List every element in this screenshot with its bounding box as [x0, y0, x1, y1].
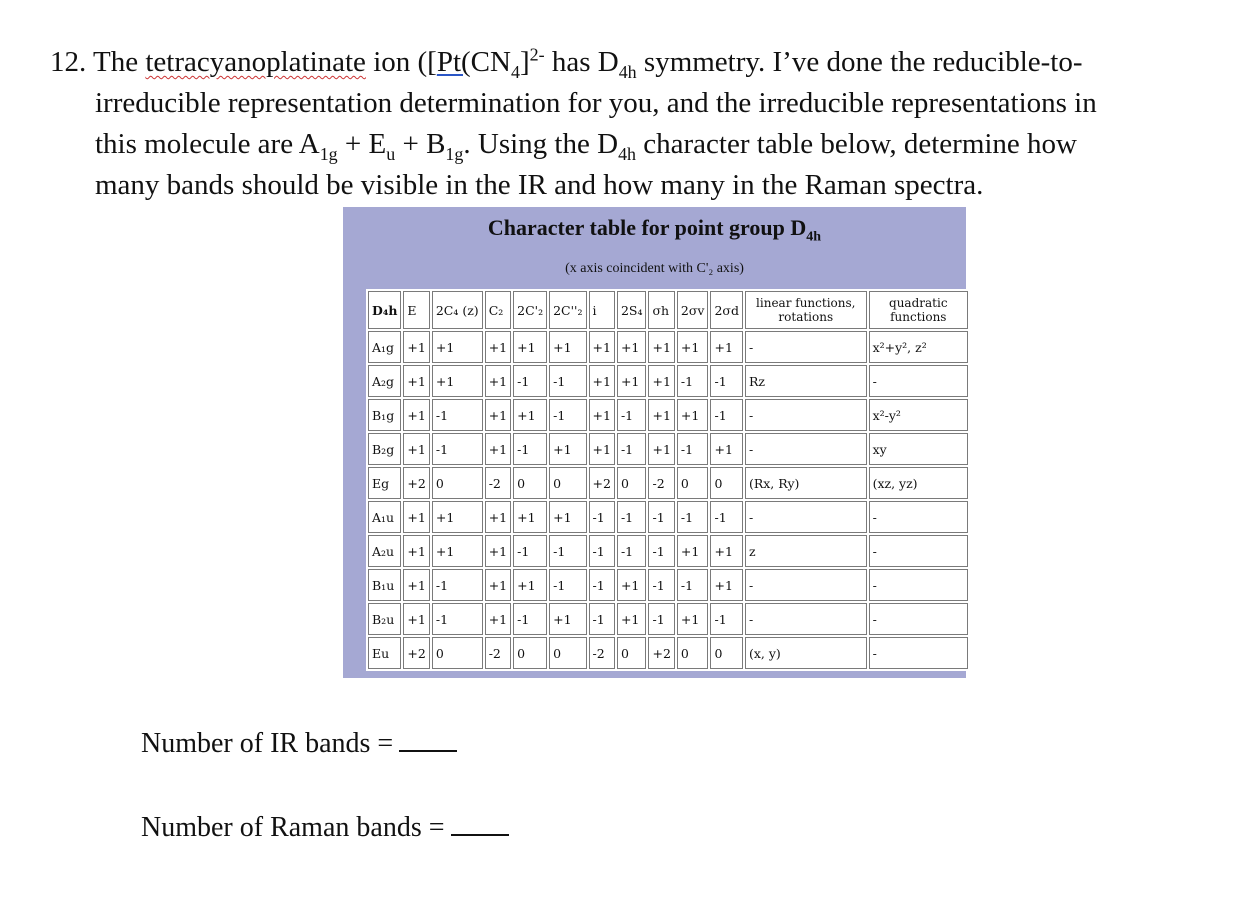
linear-function-cell: -	[745, 399, 867, 431]
header-cell: E	[403, 291, 429, 329]
character-cell: -1	[617, 399, 647, 431]
question-line-4: many bands should be visible in the IR and how many in the Raman spectra.	[95, 169, 984, 201]
irrep-cell: A₁u	[368, 501, 401, 533]
header-cell: 2σd	[710, 291, 743, 329]
character-cell: -1	[432, 433, 483, 465]
linear-function-cell: Rz	[745, 365, 867, 397]
table-row	[368, 331, 968, 363]
quadratic-function-cell: -	[869, 501, 968, 533]
character-cell: -1	[677, 569, 709, 601]
character-cell: +1	[617, 569, 647, 601]
table-row	[368, 637, 968, 669]
character-cell: -1	[589, 569, 615, 601]
character-cell: -1	[710, 501, 743, 533]
header-cell: 2C'₂	[513, 291, 547, 329]
axis-note: (x axis coincident with C'₂ axis)	[565, 261, 744, 276]
character-cell: +2	[403, 467, 429, 499]
character-cell: +1	[648, 365, 674, 397]
subscript: u	[386, 143, 396, 164]
character-cell: 0	[432, 637, 483, 669]
table-row	[368, 433, 968, 465]
text-segment: character table below, determine how	[636, 128, 1077, 160]
character-cell: +1	[485, 569, 511, 601]
table-row	[368, 569, 968, 601]
character-cell: +1	[513, 501, 547, 533]
raman-answer-blank[interactable]	[451, 834, 509, 836]
character-cell: +1	[710, 433, 743, 465]
irrep-cell: Eg	[368, 467, 401, 499]
character-cell: +2	[403, 637, 429, 669]
character-cell: 0	[617, 637, 647, 669]
title-text: Character table for point group D	[487, 215, 807, 240]
subscript: 4	[510, 61, 520, 82]
character-cell: +1	[403, 569, 429, 601]
character-cell: +1	[617, 603, 647, 635]
character-table-title	[343, 215, 966, 245]
character-cell: -1	[513, 365, 547, 397]
linear-function-cell: -	[745, 433, 867, 465]
character-cell: -1	[648, 535, 674, 567]
character-cell: -1	[710, 365, 743, 397]
character-cell: +1	[710, 331, 743, 363]
subscript: 1g	[319, 143, 338, 164]
character-cell: +1	[485, 365, 511, 397]
character-cell: +1	[549, 331, 586, 363]
character-table-image	[343, 207, 966, 678]
character-cell: +1	[589, 365, 615, 397]
irrep-cell: A₂u	[368, 535, 401, 567]
character-cell: 0	[617, 467, 647, 499]
underlined-formula-part: Pt(	[436, 46, 471, 78]
header-cell: 2S₄	[617, 291, 647, 329]
ir-answer-blank[interactable]	[399, 750, 457, 752]
header-cell: 2σv	[677, 291, 709, 329]
question-line-2: irreducible representation determination for you, and the irreducible representations in	[95, 87, 1097, 119]
linear-function-cell: -	[745, 501, 867, 533]
header-cell: 2C₄ (z)	[432, 291, 483, 329]
character-cell: +1	[549, 603, 586, 635]
text-segment: + E	[337, 128, 387, 160]
question-text	[50, 42, 1210, 206]
header-cell: 2C''₂	[549, 291, 586, 329]
character-cell: -1	[677, 501, 709, 533]
character-cell: -1	[513, 603, 547, 635]
character-cell: -1	[513, 535, 547, 567]
linear-function-cell: -	[745, 331, 867, 363]
character-cell: +1	[677, 331, 709, 363]
table-row	[368, 501, 968, 533]
character-cell: +1	[432, 501, 483, 533]
header-cell: quadratic functions	[869, 291, 968, 329]
linear-function-cell: -	[745, 603, 867, 635]
character-cell: -1	[710, 603, 743, 635]
table-row	[368, 467, 968, 499]
irrep-cell: B₁u	[368, 569, 401, 601]
character-cell: +1	[710, 569, 743, 601]
character-cell: +1	[677, 603, 709, 635]
quadratic-function-cell: -	[869, 603, 968, 635]
character-cell: -1	[549, 399, 586, 431]
character-cell: +2	[589, 467, 615, 499]
character-cell: +1	[485, 331, 511, 363]
character-cell: +1	[403, 433, 429, 465]
character-cell: -1	[589, 501, 615, 533]
character-cell: +1	[617, 331, 647, 363]
character-cell: +1	[403, 399, 429, 431]
header-cell: σh	[648, 291, 674, 329]
character-cell: +1	[485, 433, 511, 465]
character-cell: -1	[677, 433, 709, 465]
character-cell: +1	[648, 399, 674, 431]
subscript: 1g	[445, 143, 464, 164]
table-row	[368, 399, 968, 431]
character-cell: +1	[677, 535, 709, 567]
character-cell: +1	[403, 535, 429, 567]
character-cell: -1	[648, 501, 674, 533]
character-cell: 0	[677, 637, 709, 669]
character-cell: +1	[710, 535, 743, 567]
character-cell: +1	[485, 603, 511, 635]
quadratic-function-cell: (xz, yz)	[869, 467, 968, 499]
text-segment: ion ([	[365, 46, 437, 78]
character-cell: +1	[403, 501, 429, 533]
character-cell: 0	[549, 467, 586, 499]
character-cell: 0	[677, 467, 709, 499]
text-segment: this molecule are A	[95, 128, 320, 160]
character-table	[366, 289, 970, 671]
header-cell: i	[589, 291, 615, 329]
character-cell: +1	[589, 399, 615, 431]
table-header-row	[368, 291, 968, 329]
character-cell: +1	[513, 399, 547, 431]
character-cell: +1	[485, 399, 511, 431]
irrep-cell: Eu	[368, 637, 401, 669]
raman-answer	[141, 812, 509, 844]
superscript: 2-	[529, 44, 545, 65]
character-cell: -1	[432, 569, 483, 601]
character-cell: +1	[513, 569, 547, 601]
character-cell: -2	[485, 637, 511, 669]
character-cell: +1	[549, 433, 586, 465]
character-cell: -2	[485, 467, 511, 499]
character-cell: +1	[403, 331, 429, 363]
character-cell: -1	[589, 535, 615, 567]
subscript: 4h	[618, 143, 637, 164]
quadratic-function-cell: -	[869, 535, 968, 567]
quadratic-function-cell: -	[869, 637, 968, 669]
character-cell: +1	[617, 365, 647, 397]
character-cell: -1	[432, 603, 483, 635]
character-cell: +1	[513, 331, 547, 363]
character-cell: +1	[589, 433, 615, 465]
character-cell: +1	[432, 331, 483, 363]
spellcheck-word: tetracyanoplatinate	[145, 46, 366, 78]
question-number: 12.	[50, 46, 87, 78]
linear-function-cell: z	[745, 535, 867, 567]
character-cell: -1	[617, 535, 647, 567]
title-subscript: 4h	[806, 229, 822, 245]
irrep-cell: B₂g	[368, 433, 401, 465]
character-cell: -1	[549, 535, 586, 567]
character-cell: 0	[432, 467, 483, 499]
text-segment: symmetry. I’ve done the reducible-to-	[636, 46, 1083, 78]
character-cell: +2	[648, 637, 674, 669]
character-cell: -1	[432, 399, 483, 431]
character-cell: +1	[403, 365, 429, 397]
text-segment: The	[92, 46, 146, 78]
raman-bands-label: Number of Raman bands =	[141, 812, 445, 843]
question-line-3	[50, 124, 1210, 165]
irrep-cell: A₂g	[368, 365, 401, 397]
character-cell: +1	[677, 399, 709, 431]
irrep-cell: B₂u	[368, 603, 401, 635]
quadratic-function-cell: -	[869, 569, 968, 601]
character-cell: -2	[589, 637, 615, 669]
text-segment: + B	[395, 128, 446, 160]
character-cell: -1	[617, 433, 647, 465]
ir-bands-label: Number of IR bands =	[141, 728, 394, 759]
character-cell: -2	[648, 467, 674, 499]
character-cell: +1	[485, 501, 511, 533]
character-cell: -1	[549, 569, 586, 601]
ir-answer	[141, 728, 457, 760]
character-cell: -1	[589, 603, 615, 635]
text-segment: CN	[470, 46, 511, 78]
character-cell: +1	[648, 433, 674, 465]
quadratic-function-cell: -	[869, 365, 968, 397]
text-segment: has D	[544, 46, 619, 78]
character-cell: +1	[432, 365, 483, 397]
character-cell: -1	[648, 569, 674, 601]
subscript: 4h	[618, 61, 637, 82]
irrep-cell: B₁g	[368, 399, 401, 431]
question-line-1	[50, 42, 1210, 83]
quadratic-function-cell: xy	[869, 433, 968, 465]
character-cell: +1	[549, 501, 586, 533]
quadratic-function-cell: x²-y²	[869, 399, 968, 431]
table-row	[368, 365, 968, 397]
character-cell: -1	[549, 365, 586, 397]
character-cell: +1	[589, 331, 615, 363]
table-row	[368, 535, 968, 567]
character-cell: 0	[549, 637, 586, 669]
text-segment: ]	[519, 46, 530, 78]
character-cell: +1	[648, 331, 674, 363]
character-cell: -1	[513, 433, 547, 465]
header-cell: C₂	[485, 291, 511, 329]
character-cell: +1	[485, 535, 511, 567]
table-row	[368, 603, 968, 635]
character-cell: -1	[710, 399, 743, 431]
character-cell: -1	[617, 501, 647, 533]
character-cell: +1	[403, 603, 429, 635]
character-cell: 0	[513, 467, 547, 499]
header-cell: D₄h	[368, 291, 401, 329]
character-cell: -1	[677, 365, 709, 397]
character-cell: 0	[513, 637, 547, 669]
text-segment: . Using the D	[463, 128, 619, 160]
irrep-cell: A₁g	[368, 331, 401, 363]
character-cell: -1	[648, 603, 674, 635]
linear-function-cell: (Rx, Ry)	[745, 467, 867, 499]
header-cell: linear functions, rotations	[745, 291, 867, 329]
character-cell: 0	[710, 467, 743, 499]
linear-function-cell: (x, y)	[745, 637, 867, 669]
character-cell: 0	[710, 637, 743, 669]
linear-function-cell: -	[745, 569, 867, 601]
character-cell: +1	[432, 535, 483, 567]
quadratic-function-cell: x²+y², z²	[869, 331, 968, 363]
